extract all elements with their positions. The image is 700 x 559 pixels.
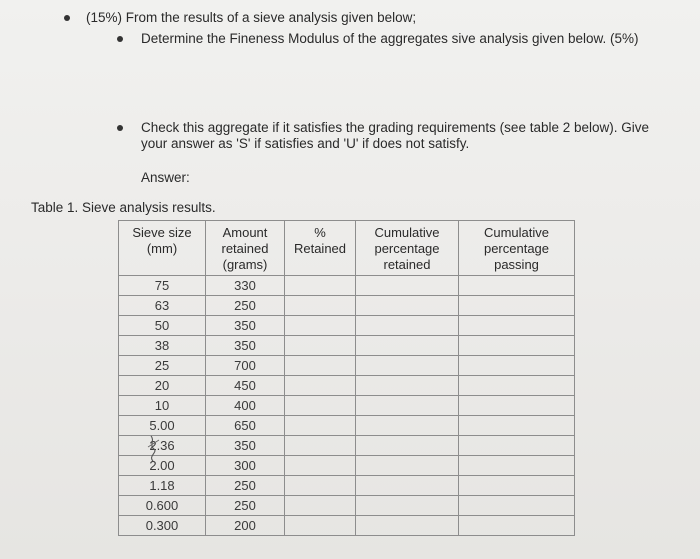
header-line: Sieve size <box>132 225 192 240</box>
percent-retained-cell[interactable] <box>285 316 356 336</box>
amount-retained-cell: 250 <box>206 296 285 316</box>
header-line: Cumulative <box>374 225 440 240</box>
cumulative-passing-cell[interactable] <box>459 516 575 536</box>
cumulative-passing-cell[interactable] <box>459 276 575 296</box>
sieve-size-cell: 50 <box>119 316 206 336</box>
table-row <box>119 296 575 316</box>
cumulative-passing-cell[interactable] <box>459 396 575 416</box>
cumulative-retained-cell[interactable] <box>356 436 459 456</box>
cumulative-retained-cell[interactable] <box>356 376 459 396</box>
percent-retained-cell[interactable] <box>285 336 356 356</box>
cumulative-retained-cell[interactable] <box>356 276 459 296</box>
header-cumulative-retained <box>356 221 459 276</box>
table-row <box>119 316 575 336</box>
sieve-size-cell: 2.36 <box>119 436 206 456</box>
sieve-size-cell: 0.600 <box>119 496 206 516</box>
table-row <box>119 416 575 436</box>
cumulative-retained-cell[interactable] <box>356 516 459 536</box>
cumulative-retained-cell[interactable] <box>356 456 459 476</box>
table-row <box>119 476 575 496</box>
cumulative-passing-cell[interactable] <box>459 456 575 476</box>
cumulative-retained-cell[interactable] <box>356 316 459 336</box>
sieve-size-cell: 2.00 <box>119 456 206 476</box>
amount-retained-cell: 700 <box>206 356 285 376</box>
task1-text: Determine the Fineness Modulus of the aggregates sive analysis given below. (5%) <box>141 31 639 46</box>
cumulative-passing-cell[interactable] <box>459 436 575 456</box>
amount-retained-cell: 350 <box>206 336 285 356</box>
sieve-size-cell: 75 <box>119 276 206 296</box>
amount-retained-cell: 400 <box>206 396 285 416</box>
header-amount-retained <box>206 221 285 276</box>
cumulative-passing-cell[interactable] <box>459 316 575 336</box>
amount-retained-cell: 250 <box>206 476 285 496</box>
sieve-size-cell: 25 <box>119 356 206 376</box>
sieve-size-cell: 20 <box>119 376 206 396</box>
percent-retained-cell[interactable] <box>285 396 356 416</box>
table-row <box>119 276 575 296</box>
percent-retained-cell[interactable] <box>285 356 356 376</box>
sieve-size-cell: 63 <box>119 296 206 316</box>
amount-retained-cell: 450 <box>206 376 285 396</box>
percent-retained-cell[interactable] <box>285 276 356 296</box>
task2-text-line2: your answer as 'S' if satisfies and 'U' if does not satisfy. <box>141 136 470 151</box>
percent-retained-cell[interactable] <box>285 436 356 456</box>
cumulative-passing-cell[interactable] <box>459 376 575 396</box>
cumulative-retained-cell[interactable] <box>356 396 459 416</box>
header-line: retained <box>221 241 269 256</box>
sieve-size-cell: 1.18 <box>119 476 206 496</box>
amount-retained-cell: 330 <box>206 276 285 296</box>
header-line: passing <box>494 257 539 272</box>
cumulative-retained-cell[interactable] <box>356 356 459 376</box>
sieve-size-cell: 38 <box>119 336 206 356</box>
percent-retained-cell[interactable] <box>285 476 356 496</box>
amount-retained-cell: 650 <box>206 416 285 436</box>
header-line: percentage <box>374 241 440 256</box>
table-caption: Table 1. Sieve analysis results. <box>31 200 216 215</box>
cumulative-passing-cell[interactable] <box>459 416 575 436</box>
header-line: percentage <box>483 241 550 256</box>
sieve-size-cell: 0.300 <box>119 516 206 536</box>
sieve-size-cell: 5.00 <box>119 416 206 436</box>
bullet-main <box>64 15 70 21</box>
cumulative-retained-cell[interactable] <box>356 336 459 356</box>
question-intro: (15%) From the results of a sieve analysis given below; <box>86 10 417 25</box>
cumulative-passing-cell[interactable] <box>459 476 575 496</box>
table-row <box>119 396 575 416</box>
table-row <box>119 456 575 476</box>
amount-retained-cell: 300 <box>206 456 285 476</box>
header-line: % <box>314 225 326 240</box>
cumulative-retained-cell[interactable] <box>356 476 459 496</box>
header-cumulative-passing <box>459 221 575 276</box>
cumulative-passing-cell[interactable] <box>459 336 575 356</box>
table-row <box>119 356 575 376</box>
cumulative-passing-cell[interactable] <box>459 356 575 376</box>
cumulative-passing-cell[interactable] <box>459 296 575 316</box>
task2-text-line1: Check this aggregate if it satisfies the grading requirements (see table 2 below). Give <box>141 120 650 135</box>
percent-retained-cell[interactable] <box>285 376 356 396</box>
bullet-task2 <box>117 125 123 131</box>
amount-retained-cell: 350 <box>206 436 285 456</box>
amount-retained-cell: 350 <box>206 316 285 336</box>
header-line: Amount <box>222 225 268 240</box>
header-line: (grams) <box>222 257 268 272</box>
percent-retained-cell[interactable] <box>285 516 356 536</box>
cumulative-retained-cell[interactable] <box>356 296 459 316</box>
cumulative-retained-cell[interactable] <box>356 416 459 436</box>
percent-retained-cell[interactable] <box>285 456 356 476</box>
table-row <box>119 376 575 396</box>
sieve-table <box>118 220 575 536</box>
header-sieve-size <box>119 221 206 276</box>
table-row <box>119 436 575 456</box>
header-line: Retained <box>293 241 347 256</box>
table-row <box>119 496 575 516</box>
sieve-size-cell: 10 <box>119 396 206 416</box>
amount-retained-cell: 250 <box>206 496 285 516</box>
cumulative-passing-cell[interactable] <box>459 496 575 516</box>
bullet-task1 <box>117 36 123 42</box>
table-row <box>119 516 575 536</box>
header-line: (mm) <box>146 241 178 256</box>
table-row <box>119 336 575 356</box>
answer-label: Answer: <box>141 170 190 185</box>
percent-retained-cell[interactable] <box>285 296 356 316</box>
cumulative-retained-cell[interactable] <box>356 496 459 516</box>
header-line: Cumulative <box>483 225 550 240</box>
amount-retained-cell: 200 <box>206 516 285 536</box>
header-line: retained <box>383 257 431 272</box>
percent-retained-cell[interactable] <box>285 416 356 436</box>
percent-retained-cell[interactable] <box>285 496 356 516</box>
header-percent-retained <box>285 221 356 276</box>
